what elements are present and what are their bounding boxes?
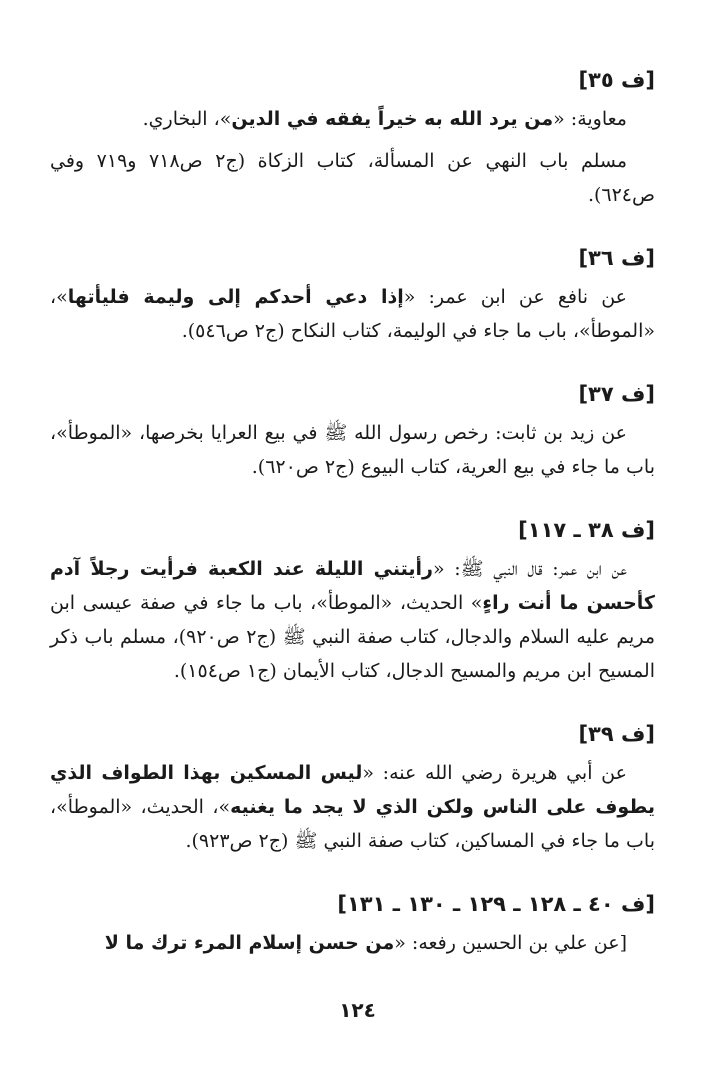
section-36 — [50, 236, 655, 348]
section-heading: [ف ٤٠ ـ ١٢٨ ـ ١٢٩ ـ ١٣٠ ـ ١٣١] — [337, 892, 655, 916]
paragraph — [50, 280, 655, 348]
paragraph-text: » الحديث، «الموطأ»، باب ما جاء في صفة عيسى ابن مريم عليه السلام والدجال، كتاب صفة النبي ﷺ (ج٢ ص٩٢٠)، مسلم باب ذكر المسيح ابن مريم والمسيح الدجال، كتاب الأيمان (ج١ ص١٥٤). — [50, 592, 655, 682]
paragraph-text: »، البخاري. — [142, 108, 232, 130]
page-number: ١٢٤ — [339, 998, 376, 1022]
paragraph-text: معاوية: « — [553, 108, 627, 130]
section-39 — [50, 712, 655, 858]
hadith-quote: ليس المسكين بهذا الطواف الذي يطوف على الناس ولكن الذي لا يجد ما يغنيه — [50, 762, 655, 818]
section-40-131 — [50, 882, 655, 960]
paragraph-text: عن زيد بن ثابت: رخص رسول الله ﷺ في بيع العرايا بخرصها، «الموطأ»، باب ما جاء في بيع العرية، كتاب البيوع (ج٢ ص٦٢٠). — [50, 422, 655, 478]
hadith-quote: إذا دعي أحدكم إلى وليمة فليأتها — [67, 286, 404, 308]
section-37 — [50, 372, 655, 484]
paragraph-text: »، «الموطأ»، باب ما جاء في الوليمة، كتاب النكاح (ج٢ ص٥٤٦). — [50, 286, 655, 342]
page-body — [50, 58, 655, 960]
paragraph-text: عن نافع عن ابن عمر: « — [403, 286, 627, 308]
section-38-117 — [50, 508, 655, 688]
hadith-quote: من يرد الله به خيراً يفقه في الدين — [231, 108, 554, 130]
hadith-quote: من حسن إسلام المرء ترك ما لا — [104, 932, 395, 954]
section-heading: [ف ٣٩] — [578, 722, 655, 746]
paragraph-text: »، الحديث، «الموطأ»، باب ما جاء في المساكين، كتاب صفة النبي ﷺ (ج٢ ص٩٢٣). — [50, 796, 655, 852]
section-35 — [50, 58, 655, 212]
section-heading: [ف ٣٧] — [578, 382, 655, 406]
section-heading: [ف ٣٥] — [578, 68, 655, 92]
paragraph — [50, 756, 655, 858]
paragraph-text: [عن علي بن الحسين رفعه: « — [394, 932, 627, 954]
section-heading: [ف ٣٦] — [578, 246, 655, 270]
section-heading: [ف ٣٨ ـ ١١٧] — [518, 518, 655, 542]
paragraph-text: عن ابن عمر: قال النبي ﷺ: « — [432, 558, 627, 580]
paragraph — [50, 926, 655, 960]
paragraph — [50, 144, 655, 212]
paragraph — [50, 552, 655, 688]
paragraph — [50, 102, 655, 136]
paragraph-text: مسلم باب النهي عن المسألة، كتاب الزكاة (ج٢ ص٧١٨ و٧١٩ وفي ص٦٢٤). — [50, 150, 655, 206]
paragraph-text: عن أبي هريرة رضي الله عنه: « — [362, 762, 627, 784]
hadith-quote: رأيتني الليلة عند الكعبة فرأيت رجلاً آدم كأحسن ما أنت راءٍ — [50, 558, 655, 614]
paragraph — [50, 416, 655, 484]
